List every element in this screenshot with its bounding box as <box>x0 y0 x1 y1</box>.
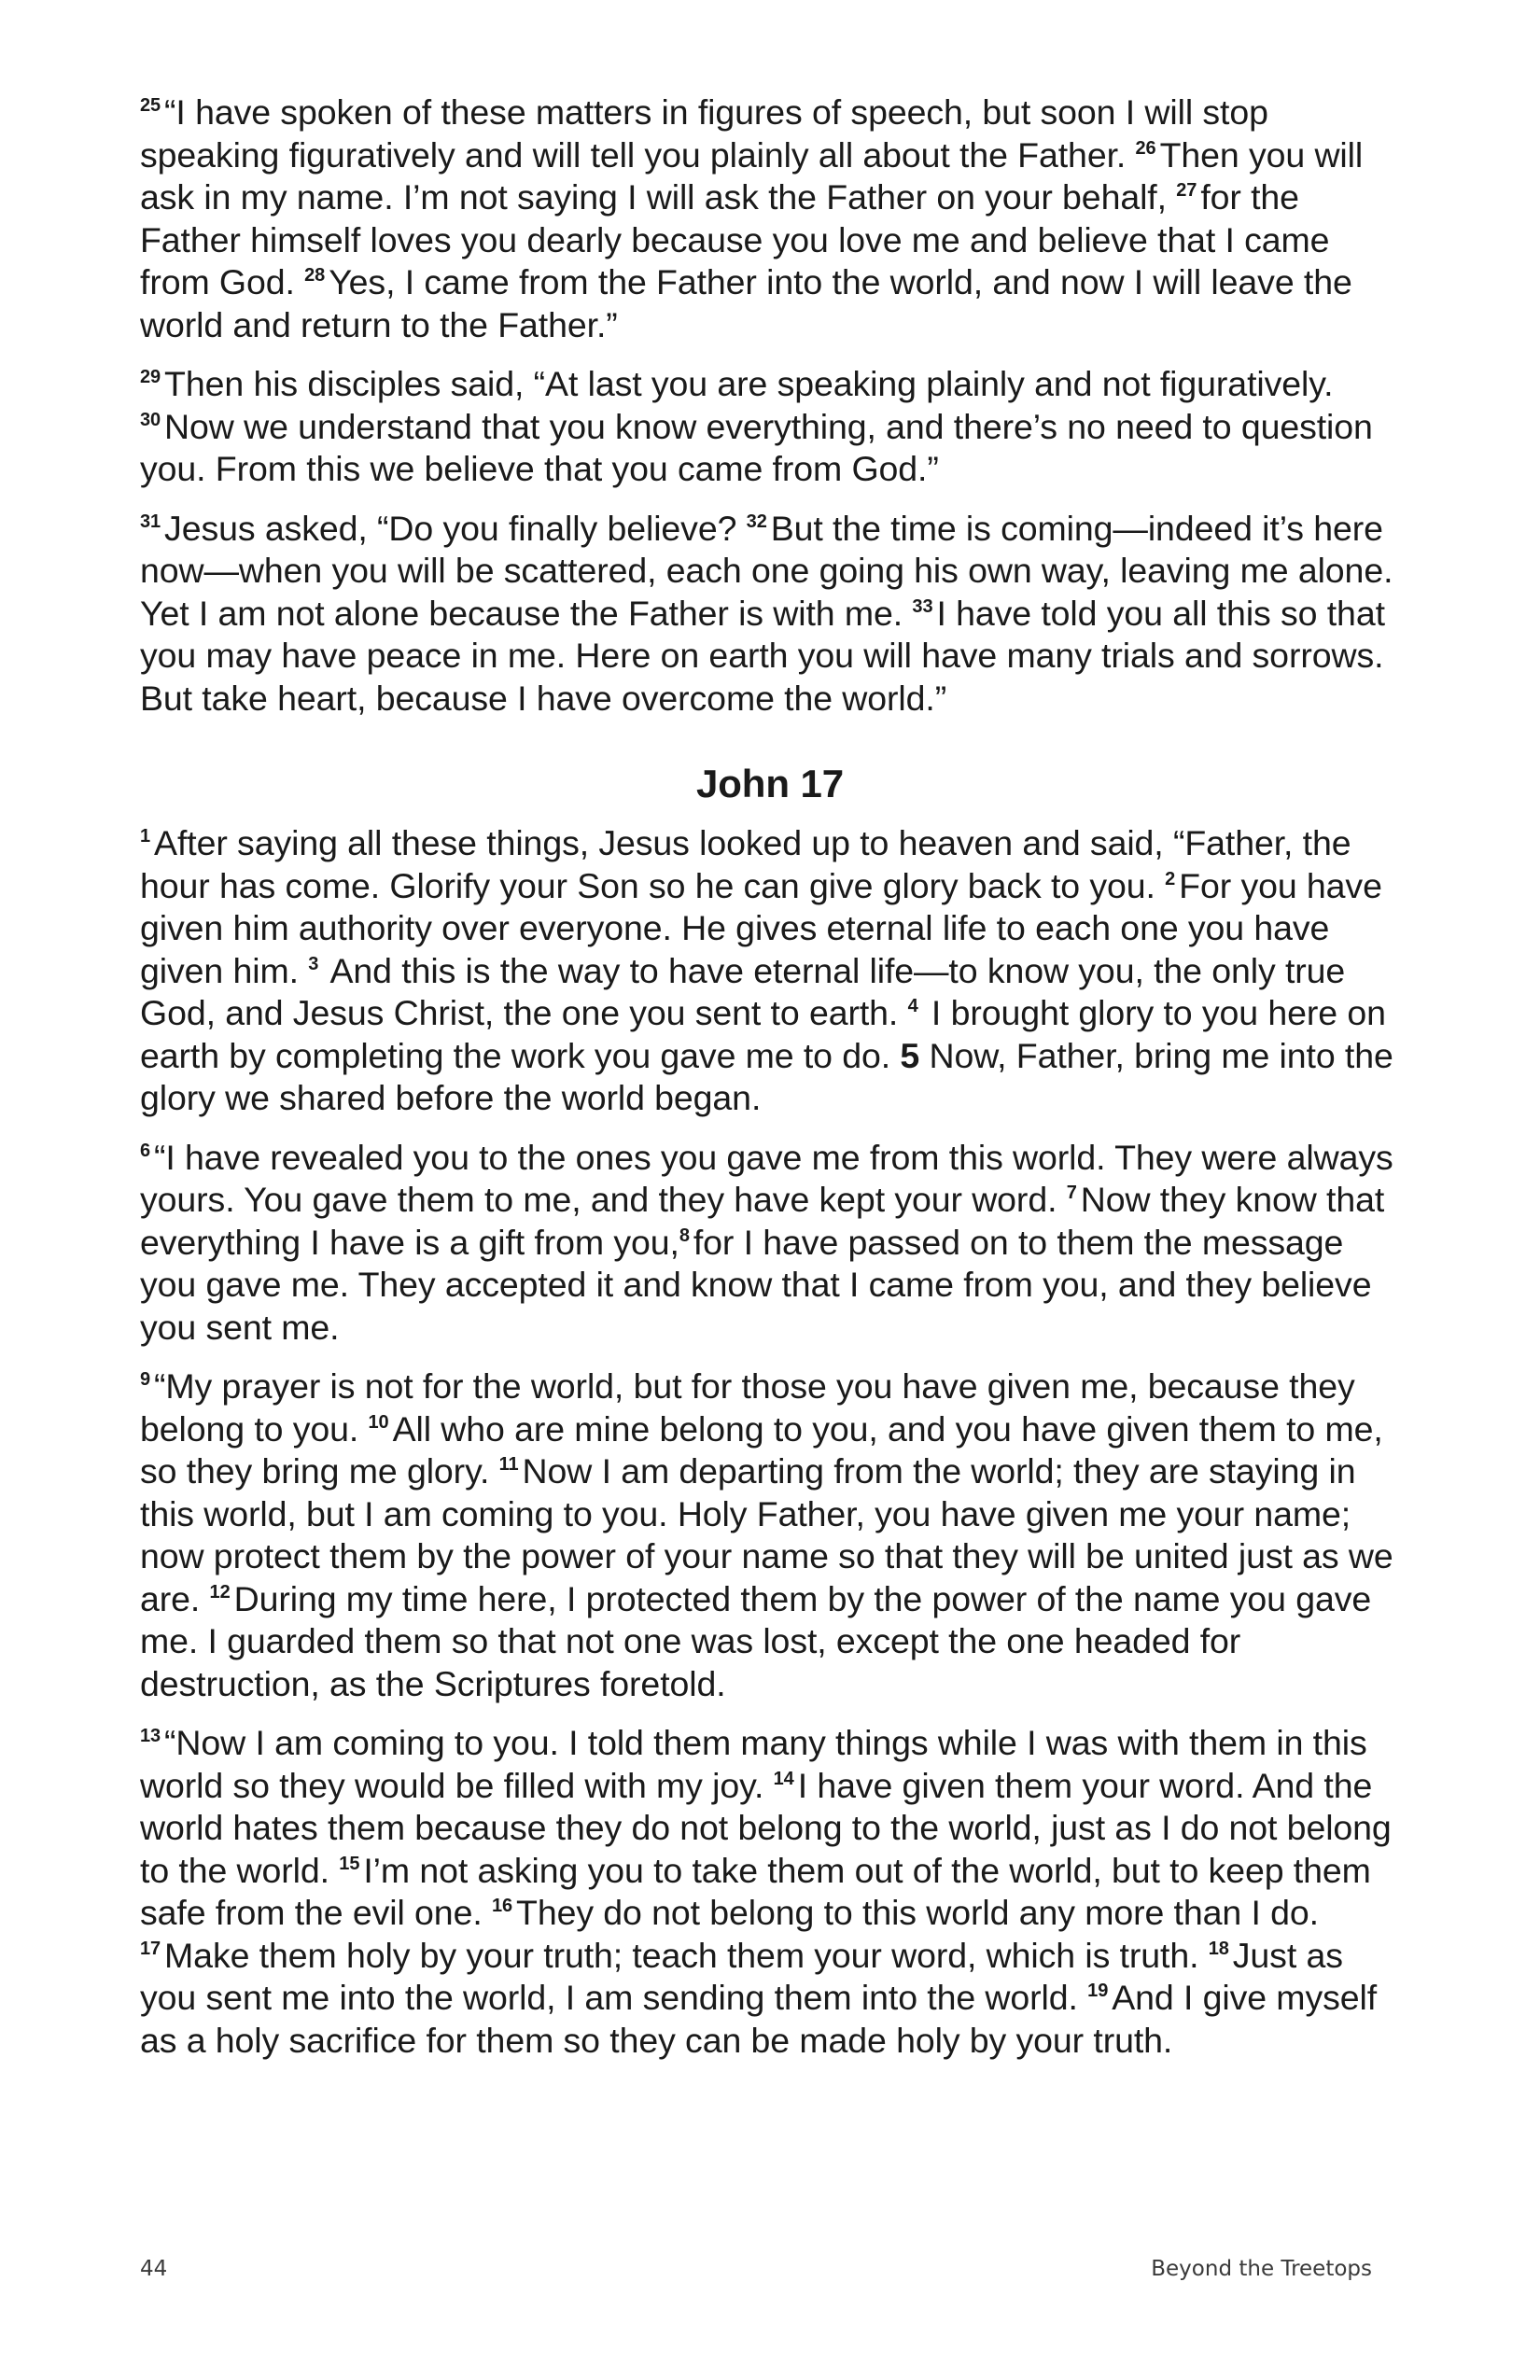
verse-text: Then his disciples said, “At last you are speaking plainly and not figuratively. <box>164 364 1334 403</box>
verse-text: Make them holy by your truth; teach them your word, which is truth. <box>164 1935 1209 1975</box>
verse-number: 28 <box>304 265 326 286</box>
scripture-section-john-17 <box>140 822 1400 2062</box>
verse-number: 25 <box>140 95 161 116</box>
verse-text: “Now I am coming to you. I told them many things while I was with them in this world so they would be filled with my joy. <box>140 1723 1367 1805</box>
verse-text: “My prayer is not for the world, but for those you have given me, because they belong to you. <box>140 1366 1355 1449</box>
verse-text: For you have given him authority over everyone. He gives eternal life to each one you have given him. <box>140 865 1382 990</box>
book-title: Beyond the Treetops <box>1151 2257 1372 2281</box>
verse-text: I have told you all this so that you may have peace in me. Here on earth you will have many trials and sorrows. But take heart, because I have overcome the world.” <box>140 593 1385 718</box>
verse-number: 5 <box>900 1035 920 1075</box>
verse-text: Now we understand that you know everything, and there’s no need to question you. From this we believe that you came from God.” <box>140 406 1373 488</box>
verse-text: Yes, I came from the Father into the world, and now I will leave the world and return to the Father.” <box>140 262 1352 344</box>
verse-number: 3 <box>308 953 319 974</box>
verse-number: 14 <box>773 1768 794 1789</box>
verse-number: 11 <box>498 1454 519 1475</box>
verse-number: 29 <box>140 367 161 387</box>
verse-number: 8 <box>679 1225 690 1246</box>
verse-number: 31 <box>140 511 161 532</box>
scripture-section-john-16 <box>140 91 1400 720</box>
verse-number: 4 <box>907 996 918 1016</box>
verse-text: Jesus asked, “Do you finally believe? <box>164 508 747 548</box>
page-body <box>140 91 1400 2079</box>
verse-number: 6 <box>140 1140 151 1161</box>
scripture-paragraph <box>140 1365 1400 1705</box>
page-number: 44 <box>140 2257 168 2281</box>
verse-text: During my time here, I protected them by the power of the name you gave me. I guarded them so that not one was lost, except the one headed for destruction, as the Scriptures foretold. <box>140 1578 1372 1703</box>
verse-number: 2 <box>1165 868 1176 889</box>
verse-text: Now they know that everything I have is a gift from you, <box>140 1180 1385 1262</box>
verse-text: I’m not asking you to take them out of the world, but to keep them safe from the evil one. <box>140 1850 1371 1932</box>
scripture-paragraph <box>140 822 1400 1120</box>
verse-number: 15 <box>339 1853 360 1874</box>
verse-text: All who are mine belong to you, and you have given them to me, so they bring me glory. <box>140 1408 1383 1491</box>
verse-text: Just as you sent me into the world, I am sending them into the world. <box>140 1935 1343 2017</box>
scripture-paragraph <box>140 1137 1400 1350</box>
verse-text: And this is the way to have eternal life—to know you, the only true God, and Jesus Christ, the one you sent to earth. <box>140 950 1346 1032</box>
verse-text: I brought glory to you here on earth by completing the work you gave me to do. <box>140 993 1386 1075</box>
verse-number: 33 <box>912 595 933 617</box>
verse-text: Then you will ask in my name. I’m not saying I will ask the Father on your behalf, <box>140 134 1364 217</box>
verse-text: I have given them your word. And the world hates them because they do not belong to the world, just as I do not belong to the world. <box>140 1765 1392 1890</box>
verse-number: 32 <box>746 511 767 532</box>
verse-number: 7 <box>1066 1183 1077 1203</box>
verse-number: 16 <box>491 1896 513 1916</box>
verse-text: Now, Father, bring me into the glory we shared before the world began. <box>140 1035 1393 1117</box>
scripture-paragraph <box>140 91 1400 346</box>
verse-number: 1 <box>140 826 151 847</box>
verse-number: 12 <box>209 1581 231 1603</box>
verse-text: for I have passed on to them the message you gave me. They accepted it and know that I came from you, and they believe you sent me. <box>140 1222 1372 1347</box>
verse-number: 26 <box>1135 137 1156 159</box>
scripture-paragraph <box>140 1722 1400 2062</box>
verse-number: 19 <box>1087 1981 1109 2001</box>
verse-number: 9 <box>140 1369 151 1390</box>
verse-text: “I have spoken of these matters in figures of speech, but soon I will stop speaking figuratively and will tell you plainly all about the Father. <box>140 92 1268 175</box>
verse-text: But the time is coming—indeed it’s here now—when you will be scattered, each one going his own way, leaving me alone. Yet I am not alone because the Father is with me. <box>140 508 1393 633</box>
verse-number: 10 <box>368 1411 389 1433</box>
verse-text: Now I am departing from the world; they are staying in this world, but I am coming to you. Holy Father, you have given me your name; now protect them by the power of your name so that they will be united just as we are. <box>140 1451 1393 1618</box>
verse-number: 17 <box>140 1938 161 1959</box>
verse-number: 18 <box>1208 1938 1229 1959</box>
verse-number: 30 <box>140 409 161 430</box>
chapter-heading: John 17 <box>695 762 844 805</box>
verse-text: “I have revealed you to the ones you gave me from this world. They were always yours. You gave them to me, and they have kept your word. <box>140 1137 1393 1219</box>
verse-text: for the Father himself loves you dearly because you love me and believe that I came from God. <box>140 177 1330 301</box>
verse-text: They do not belong to this world any more than I do. <box>516 1893 1319 1932</box>
verse-number: 27 <box>1176 180 1197 201</box>
verse-text: And I give myself as a holy sacrifice for them so they can be made holy by your truth. <box>140 1978 1378 2060</box>
verse-number: 13 <box>140 1726 161 1746</box>
scripture-paragraph <box>140 508 1400 721</box>
scripture-paragraph <box>140 363 1400 491</box>
verse-text: After saying all these things, Jesus looked up to heaven and said, “Father, the hour has come. Glorify your Son so he can give glory back to you. <box>140 823 1351 905</box>
